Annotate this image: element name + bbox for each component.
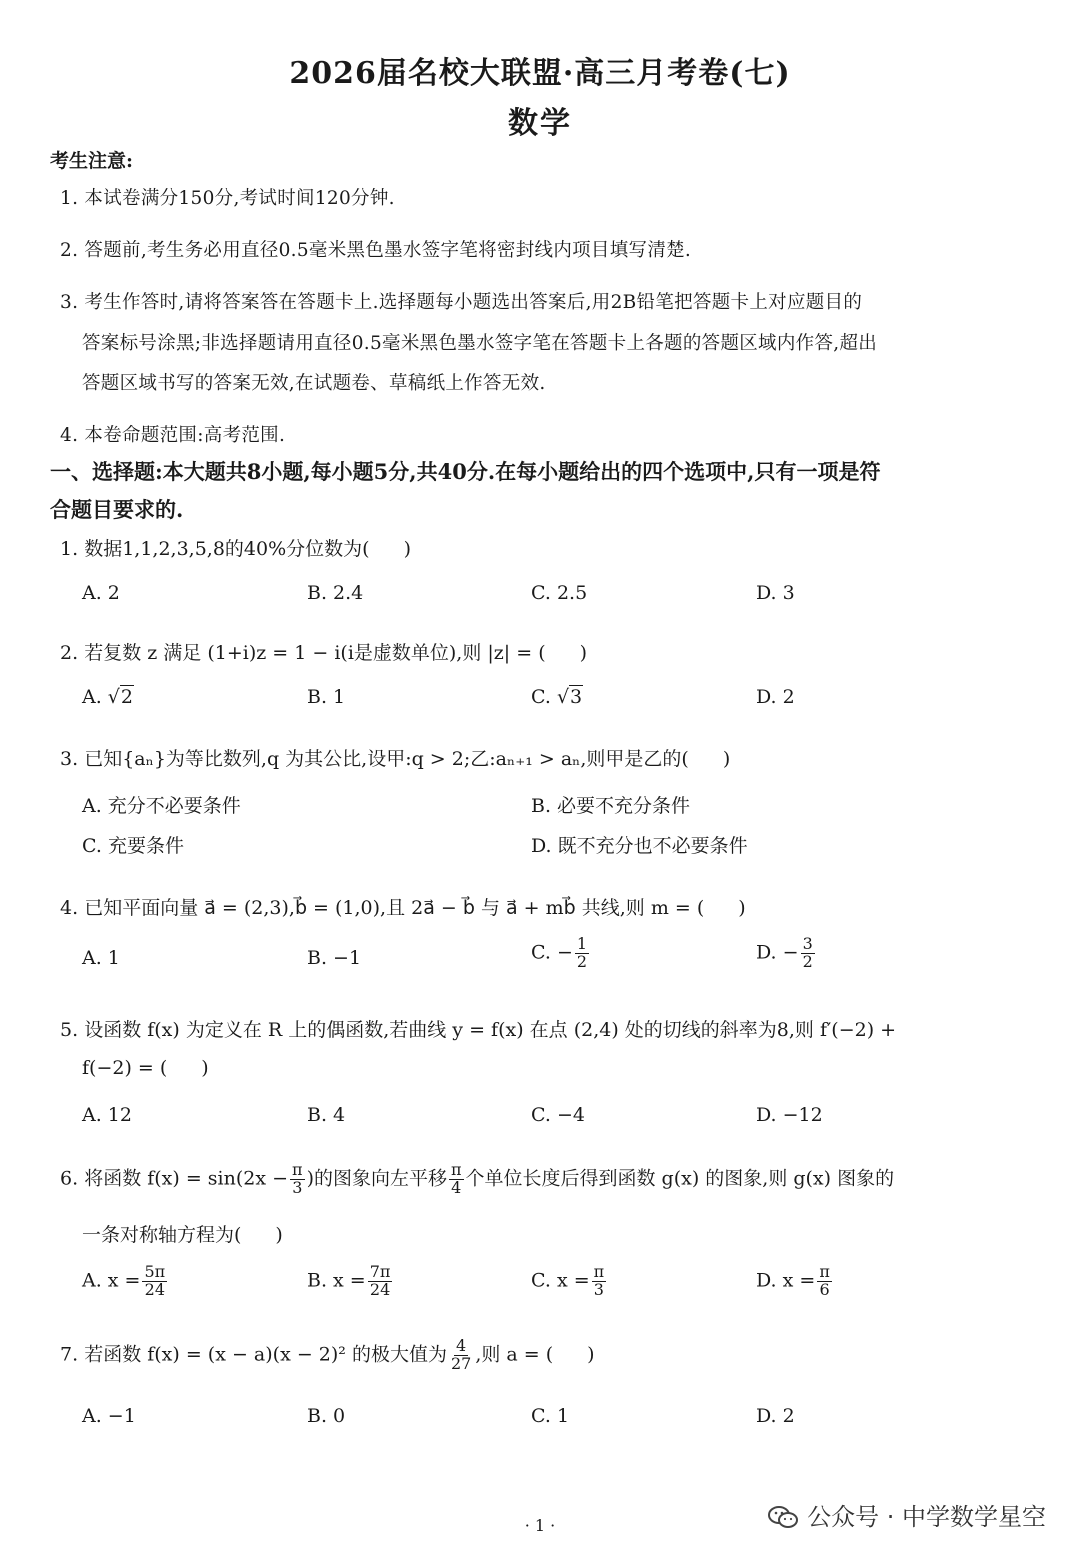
- q3-close: ): [722, 748, 731, 770]
- q3-stem: 已知{aₙ}为等比数列,q 为其公比,设甲:q > 2;乙:aₙ₊₁ > aₙ,则甲是乙的(: [84, 748, 689, 770]
- q2-option-b: B. 1: [307, 686, 346, 708]
- notice-line-2: 2. 答题前,考生务必用直径0.5毫米黑色墨水签字笔将密封线内项目填写清楚.: [60, 240, 692, 261]
- wechat-icon: [767, 1504, 797, 1526]
- q1-option-c: C. 2.5: [531, 582, 588, 604]
- q4-number: 4.: [60, 897, 79, 919]
- q1-option-d: D. 3: [756, 582, 795, 604]
- section-heading-line2: 合题目要求的.: [50, 497, 184, 522]
- notice-line-4: 4. 本卷命题范围:高考范围.: [60, 425, 286, 446]
- q6-option-a: A. x = $\frac{5\pi}{24}$: [82, 1262, 166, 1299]
- q4-option-a: A. 1: [82, 947, 120, 969]
- exam-subject: 数学: [508, 106, 572, 141]
- q3-option-a: A. 充分不必要条件: [82, 795, 241, 817]
- q7-option-b: B. 0: [307, 1405, 346, 1427]
- q5-number: 5.: [60, 1019, 79, 1041]
- q3-option-b: B. 必要不充分条件: [531, 795, 691, 817]
- q6-option-b: B. x = $\frac{7\pi}{24}$: [307, 1262, 391, 1299]
- q1-stem: 数据1,1,2,3,5,8的40%分位数为(: [84, 538, 370, 560]
- q3-option-d: D. 既不充分也不必要条件: [531, 835, 748, 857]
- q2-option-d: D. 2: [756, 686, 795, 708]
- q1-option-a: A. 2: [82, 582, 120, 604]
- notice-heading: 考生注意:: [50, 150, 134, 172]
- q4-stem: 已知平面向量 a⃗ = (2,3),b⃗ = (1,0),且 2a⃗ − b⃗ 与 a⃗ + mb⃗ 共线,则 m = (: [84, 897, 705, 919]
- q5-option-a: A. 12: [82, 1104, 132, 1126]
- q7-option-d: D. 2: [756, 1405, 795, 1427]
- q5-option-b: B. 4: [307, 1104, 346, 1126]
- q7-option-c: C. 1: [531, 1405, 570, 1427]
- q5-option-d: D. −12: [756, 1104, 823, 1126]
- question-7: 7. 若函数 f(x) = (x − a)(x − 2)² 的极大值为 $\frac{4}{27}$ ,则 a = ( ): [60, 1336, 595, 1373]
- q2-option-c: C. √3: [531, 686, 583, 708]
- question-5: [60, 1015, 896, 1042]
- q2-option-a: A. √2: [82, 686, 134, 708]
- q7-option-a: A. −1: [82, 1405, 136, 1427]
- q3-option-c: C. 充要条件: [82, 835, 184, 857]
- question-1: [60, 534, 411, 561]
- q3-number: 3.: [60, 748, 79, 770]
- notice-line-3: 3. 考生作答时,请将答案答在答题卡上.选择题每小题选出答案后,用2B铅笔把答题卡上对应题目的: [60, 292, 863, 313]
- q6-option-c: C. x = $\frac{\pi}{3}$: [531, 1262, 605, 1299]
- q1-close: ): [403, 538, 411, 560]
- q2-stem: 若复数 z 满足 (1+i)z = 1 − i(i是虚数单位),则 |z| = (: [84, 642, 546, 664]
- section-heading-line1: 一、选择题:本大题共8小题,每小题5分,共40分.在每小题给出的四个选项中,只有一项是符: [50, 459, 881, 484]
- q2-number: 2.: [60, 642, 79, 664]
- q4-option-c: C. − $\frac{1}{2}$: [531, 934, 588, 971]
- q4-option-b: B. −1: [307, 947, 362, 969]
- q7-number: 7.: [60, 1343, 79, 1366]
- q2-close: ): [579, 642, 588, 664]
- question-3: [60, 744, 730, 771]
- q4-close: ): [738, 897, 746, 919]
- q6-stem-line2: 一条对称轴方程为( ): [82, 1224, 283, 1246]
- page-number: · 1 ·: [524, 1516, 556, 1535]
- question-4: [60, 893, 746, 920]
- q6-number: 6.: [60, 1167, 79, 1190]
- notice-line-1: 1. 本试卷满分150分,考试时间120分钟.: [60, 188, 395, 209]
- notice-line-3c: 答题区域书写的答案无效,在试题卷、草稿纸上作答无效.: [82, 373, 546, 394]
- q1-number: 1.: [60, 538, 79, 560]
- exam-title: 2026届名校大联盟·高三月考卷(七): [289, 56, 791, 91]
- q5-stem-line2: f(−2) = ( ): [82, 1057, 209, 1079]
- notice-line-3b: 答案标号涂黑;非选择题请用直径0.5毫米黑色墨水签字笔在答题卡上各题的答题区域内作答,超出: [82, 333, 878, 354]
- q5-option-c: C. −4: [531, 1104, 585, 1126]
- watermark-text: 公众号 · 中学数学星空: [807, 1503, 1046, 1531]
- q1-option-b: B. 2.4: [307, 582, 364, 604]
- q6-option-d: D. x = $\frac{\pi}{6}$: [756, 1262, 830, 1299]
- question-6: 6. 将函数 f(x) = sin(2x − $\frac{\pi}{3}$ )的图象向左平移 $\frac{\pi}{4}$ 个单位长度后得到函数 g(x) 的图象,则 g(x) 图象的: [60, 1160, 895, 1197]
- watermark: [767, 1497, 1046, 1532]
- q4-option-d: D. − $\frac{3}{2}$: [756, 934, 813, 971]
- question-2: [60, 638, 587, 665]
- q5-stem-line1: 设函数 f(x) 为定义在 R 上的偶函数,若曲线 y = f(x) 在点 (2,4) 处的切线的斜率为8,则 f′(−2) +: [84, 1019, 897, 1041]
